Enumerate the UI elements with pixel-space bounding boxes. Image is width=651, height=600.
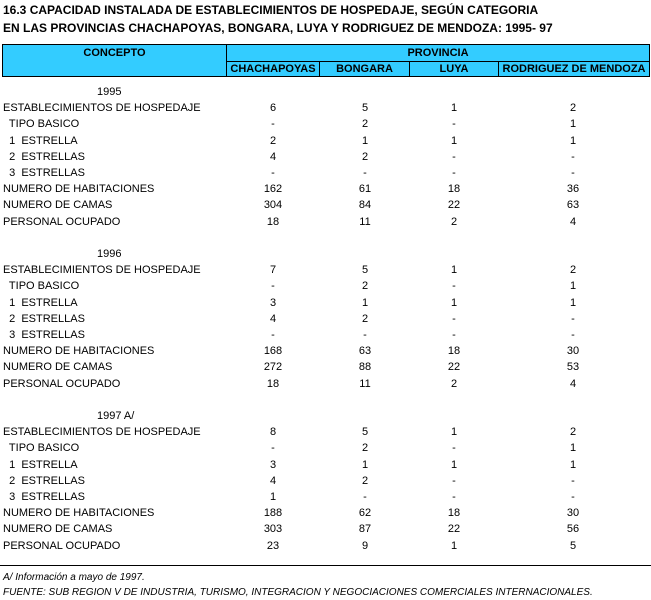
value-cell: 2 (361, 442, 369, 455)
value-cell: 18 (447, 507, 461, 520)
value-cell: 2 (569, 102, 577, 115)
value-cell: 1 (569, 280, 577, 293)
row-label: ESTABLECIMIENTOS DE HOSPEDAJE (3, 426, 201, 439)
table-title-line-2: EN LAS PROVINCIAS CHACHAPOYAS, BONGARA, LUYA Y RODRIGUEZ DE MENDOZA: 1995- 97 (3, 21, 553, 35)
value-cell: - (452, 329, 456, 341)
value-cell: 4 (569, 215, 577, 228)
row-label: 1 ESTRELLA (3, 134, 78, 147)
value-cell: 2 (361, 150, 369, 163)
value-cell: 1 (450, 134, 458, 147)
value-cell: 30 (566, 507, 580, 520)
value-cell: 30 (566, 345, 580, 358)
row-label: 1 ESTRELLA (3, 296, 78, 309)
value-cell: - (571, 312, 575, 325)
value-cell: 4 (569, 377, 577, 390)
value-cell: - (271, 280, 275, 293)
value-cell: 3 (269, 458, 277, 471)
value-cell: - (571, 491, 575, 503)
value-cell: - (363, 167, 367, 179)
value-cell: 1 (450, 296, 458, 309)
value-cell: 2 (569, 426, 577, 439)
value-cell: 18 (266, 215, 280, 228)
value-cell: 2 (361, 312, 369, 325)
value-cell: 1 (450, 102, 458, 115)
value-cell: 63 (566, 199, 580, 212)
value-cell: 2 (361, 280, 369, 293)
value-cell: - (271, 167, 275, 179)
year-heading: 1995 (97, 86, 122, 98)
row-label: 3 ESTRELLAS (3, 329, 85, 341)
value-cell: 1 (450, 458, 458, 471)
value-cell: 3 (269, 296, 277, 309)
value-cell: 4 (269, 150, 277, 163)
row-label: ESTABLECIMIENTOS DE HOSPEDAJE (3, 264, 201, 277)
row-label: 2 ESTRELLAS (3, 150, 85, 163)
value-cell: 22 (447, 199, 461, 212)
value-cell: - (271, 118, 275, 131)
value-cell: - (271, 329, 275, 341)
value-cell: - (571, 167, 575, 179)
value-cell: - (571, 474, 575, 487)
value-cell: 56 (566, 523, 580, 536)
header-provincia: PROVINCIA (226, 44, 650, 62)
header-col-luya: LUYA (409, 61, 499, 77)
value-cell: 188 (263, 507, 283, 520)
row-label: NUMERO DE HABITACIONES (3, 183, 155, 196)
row-label: 2 ESTRELLAS (3, 312, 85, 325)
row-label: TIPO BASICO (3, 118, 80, 131)
value-cell: 6 (269, 102, 277, 115)
value-cell: 272 (263, 361, 283, 374)
value-cell: 2 (269, 134, 277, 147)
value-cell: 11 (359, 377, 371, 390)
row-label: NUMERO DE HABITACIONES (3, 345, 155, 358)
value-cell: 18 (447, 183, 461, 196)
row-label: PERSONAL OCUPADO (3, 539, 121, 552)
value-cell: 2 (361, 118, 369, 131)
value-cell: 1 (361, 296, 369, 309)
value-cell: 1 (569, 296, 577, 309)
value-cell: - (363, 491, 367, 503)
value-cell: 63 (358, 345, 372, 358)
row-label: PERSONAL OCUPADO (3, 215, 121, 228)
row-label: NUMERO DE CAMAS (3, 199, 113, 212)
value-cell: - (571, 150, 575, 163)
value-cell: 5 (361, 426, 369, 439)
value-cell: 304 (263, 199, 283, 212)
year-heading: 1997 A/ (97, 410, 135, 422)
table-title-line-1: 16.3 CAPACIDAD INSTALADA DE ESTABLECIMIENTOS DE HOSPEDAJE, SEGÚN CATEGORIA (3, 3, 539, 17)
value-cell: 8 (269, 426, 277, 439)
value-cell: 18 (266, 377, 280, 390)
row-label: 3 ESTRELLAS (3, 491, 85, 503)
value-cell: 1 (450, 264, 458, 277)
value-cell: 1 (361, 134, 369, 147)
value-cell: 61 (358, 183, 372, 196)
row-label: 3 ESTRELLAS (3, 167, 85, 179)
value-cell: - (452, 280, 456, 293)
row-label: ESTABLECIMIENTOS DE HOSPEDAJE (3, 102, 201, 115)
value-cell: 53 (566, 361, 580, 374)
value-cell: 303 (263, 523, 283, 536)
value-cell: 1 (269, 491, 277, 503)
row-label: 1 ESTRELLA (3, 458, 78, 471)
value-cell: 23 (266, 539, 280, 552)
value-cell: 22 (447, 523, 461, 536)
header-col-rodriguez-de-mendoza: RODRIGUEZ DE MENDOZA (498, 61, 650, 77)
value-cell: 22 (447, 361, 461, 374)
value-cell: 2 (450, 215, 458, 228)
value-cell: 1 (361, 458, 369, 471)
value-cell: - (452, 474, 456, 487)
value-cell: 1 (450, 539, 458, 552)
row-label: NUMERO DE CAMAS (3, 361, 113, 374)
value-cell: 7 (269, 264, 277, 277)
value-cell: - (452, 150, 456, 163)
row-label: 2 ESTRELLAS (3, 474, 85, 487)
footer-divider (0, 565, 651, 566)
row-label: PERSONAL OCUPADO (3, 377, 121, 390)
value-cell: 87 (358, 523, 372, 536)
year-heading: 1996 (97, 248, 122, 260)
value-cell: - (452, 167, 456, 179)
value-cell: 4 (269, 312, 277, 325)
header-concepto: CONCEPTO (2, 44, 227, 77)
value-cell: - (452, 491, 456, 503)
value-cell: 2 (361, 474, 369, 487)
row-label: TIPO BASICO (3, 442, 80, 455)
value-cell: 9 (361, 539, 369, 552)
row-label: NUMERO DE CAMAS (3, 523, 113, 536)
value-cell: - (452, 118, 456, 131)
value-cell: 1 (569, 118, 577, 131)
value-cell: 5 (569, 539, 577, 552)
value-cell: 36 (566, 183, 580, 196)
value-cell: 5 (361, 102, 369, 115)
header-col-bongara: BONGARA (319, 61, 410, 77)
value-cell: 2 (569, 264, 577, 277)
value-cell: 2 (450, 377, 458, 390)
row-label: TIPO BASICO (3, 280, 80, 293)
value-cell: 1 (569, 442, 577, 455)
value-cell: 62 (358, 507, 372, 520)
value-cell: 168 (263, 345, 283, 358)
source-note: FUENTE: SUB REGION V DE INDUSTRIA, TURISMO, INTEGRACION Y NEGOCIACIONES COMERCIALES INTERNACIONALES. (3, 587, 593, 598)
value-cell: 162 (263, 183, 283, 196)
value-cell: - (452, 312, 456, 325)
value-cell: 4 (269, 474, 277, 487)
footnote: A/ Información a mayo de 1997. (3, 572, 145, 583)
value-cell: 18 (447, 345, 461, 358)
value-cell: 5 (361, 264, 369, 277)
value-cell: 11 (359, 215, 371, 228)
value-cell: - (271, 442, 275, 455)
value-cell: 88 (358, 361, 372, 374)
header-col-chachapoyas: CHACHAPOYAS (226, 61, 320, 77)
value-cell: - (452, 442, 456, 455)
value-cell: - (363, 329, 367, 341)
value-cell: 1 (569, 134, 577, 147)
value-cell: 1 (569, 458, 577, 471)
value-cell: 1 (450, 426, 458, 439)
value-cell: 84 (358, 199, 372, 212)
row-label: NUMERO DE HABITACIONES (3, 507, 155, 520)
value-cell: - (571, 329, 575, 341)
